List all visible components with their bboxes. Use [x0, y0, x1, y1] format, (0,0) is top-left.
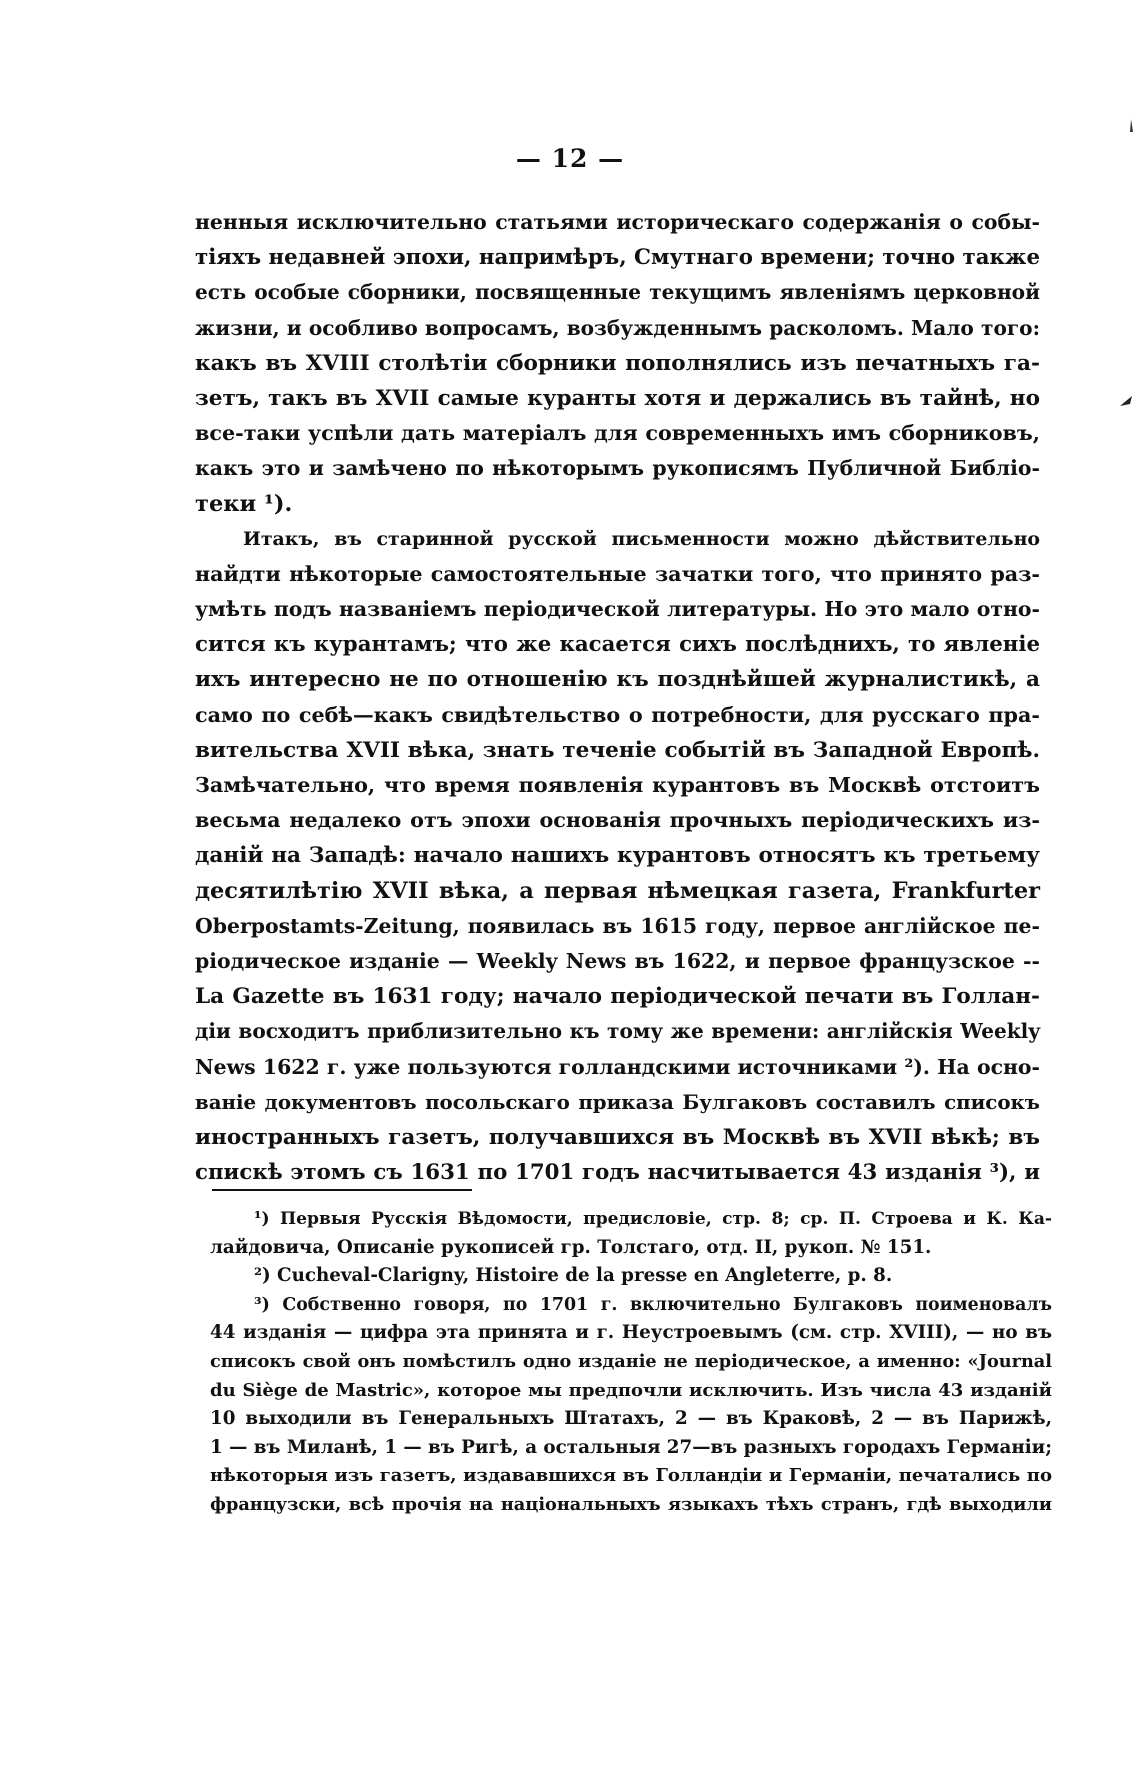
text-line: Oberpostamts-Zeitung, появилась въ 1615 году, первое англійское пе- — [195, 913, 1040, 938]
text-line: ихъ интересно не по отношенію къ позднѣйшей журналистикѣ, а — [195, 667, 1040, 693]
text-line: вительства XVII вѣка, знать теченіе событій въ Западной Европѣ. — [195, 737, 1040, 763]
text-line: ненныя исключительно статьями историческаго содержанія о собы- — [195, 210, 1040, 234]
footnote-separator — [212, 1189, 472, 1191]
footnote-line: списокъ свой онъ помѣстилъ одно изданіе не періодическое, а именно: «Journal — [210, 1350, 1052, 1372]
main-text-block — [195, 205, 1040, 1190]
text-line: діи восходитъ приблизительно къ тому же времени: англійскія Weekly — [195, 1019, 1040, 1044]
text-line: спискѣ этомъ съ 1631 по 1701 годъ насчитывается 43 изданія ³), и — [195, 1160, 1040, 1186]
text-line: иностранныхъ газетъ, получавшихся въ Москвѣ въ XVII вѣкѣ; въ — [195, 1124, 1040, 1150]
margin-mark-icon — [1118, 392, 1136, 408]
footnote-line: французски, всѣ прочія на національныхъ языкахъ тѣхъ странъ, гдѣ выходили — [210, 1493, 1052, 1515]
text-line: есть особые сборники, посвященные текущимъ явленіямъ церковной — [195, 280, 1040, 305]
text-line: News 1622 г. уже пользуются голландскими источниками ²). На осно- — [195, 1054, 1040, 1079]
text-line: весьма недалеко отъ эпохи основанія прочныхъ періодическихъ из- — [195, 808, 1040, 833]
footnote-line: ¹) Первыя Русскія Вѣдомости, предисловіе, стр. 8; ср. П. Строева и К. Ка- — [254, 1209, 1052, 1229]
footnotes-block — [210, 1205, 1052, 1520]
text-line: какъ это и замѣчено по нѣкоторымъ рукописямъ Публичной Библіо- — [195, 456, 1040, 481]
footnote-line: нѣкоторыя изъ газетъ, издававшихся въ Голландіи и Германіи, печатались по — [210, 1465, 1052, 1487]
text-line: La Gazette въ 1631 году; начало періодической печати въ Голлан- — [195, 984, 1040, 1010]
footnote-line: 44 изданія — цифра эта принята и г. Неустроевымъ (см. стр. XVIII), — но въ — [210, 1322, 1052, 1344]
footnote-line: 10 выходили въ Генеральныхъ Штатахъ, 2 — въ Краковѣ, 2 — въ Парижѣ, — [210, 1408, 1052, 1430]
footnote-line: ³) Собственно говоря, по 1701 г. включительно Булгаковъ поименовалъ — [254, 1294, 1052, 1315]
footnote-line: 1 — въ Миланѣ, 1 — въ Ригѣ, а остальныя 27—въ разныхъ городахъ Германіи; — [210, 1436, 1052, 1458]
text-line: ваніе документовъ посольскаго приказа Булгаковъ составилъ списокъ — [195, 1089, 1040, 1114]
text-line: Замѣчательно, что время появленія курантовъ въ Москвѣ отстоитъ — [195, 773, 1040, 797]
text-line: само по себѣ—какъ свидѣтельство о потребности, для русскаго пра- — [195, 702, 1040, 727]
text-line: какъ въ XVIII столѣтіи сборники пополнялись изъ печатныхъ га- — [195, 350, 1040, 376]
footnote-line: ²) Cucheval-Clarigny, Histoire de la presse en Angleterre, p. 8. — [254, 1265, 893, 1287]
text-line: зетъ, такъ въ XVII самые куранты хотя и держались въ тайнѣ, но — [195, 385, 1040, 411]
page-number: — 12 — — [515, 144, 625, 173]
text-line: теки ¹). — [195, 490, 293, 517]
text-line: жизни, и особливо вопросамъ, возбужденнымъ расколомъ. Мало того: — [195, 315, 1040, 340]
text-line: найдти нѣкоторые самостоятельные зачатки того, что принято раз- — [195, 561, 1040, 586]
text-line: ріодическое изданіе — Weekly News въ 1622, и первое французское -- — [195, 948, 1040, 973]
text-line: умѣть подъ названіемъ періодической литературы. Но это мало отно- — [195, 597, 1040, 622]
margin-mark-icon — [1126, 118, 1136, 134]
text-line: все-таки успѣли дать матеріалъ для современныхъ имъ сборниковъ, — [195, 421, 1040, 446]
text-line: сится къ курантамъ; что же касается сихъ послѣднихъ, то явленіе — [195, 632, 1040, 658]
text-line: Итакъ, въ старинной русской письменности можно дѣйствительно — [243, 527, 1040, 550]
footnote-line: лайдовича, Описаніе рукописей гр. Толстаго, отд. II, рукоп. № 151. — [210, 1236, 932, 1258]
text-line: тіяхъ недавней эпохи, напримѣръ, Смутнаго времени; точно также — [195, 245, 1040, 271]
text-line: даній на Западѣ: начало нашихъ курантовъ относятъ къ третьему — [195, 843, 1040, 869]
footnote-line: du Siège de Mastric», которое мы предпочли исключить. Изъ числа 43 изданій — [210, 1379, 1052, 1401]
text-line: десятилѣтію XVII вѣка, а первая нѣмецкая газета, Frankfurter — [195, 877, 1040, 904]
